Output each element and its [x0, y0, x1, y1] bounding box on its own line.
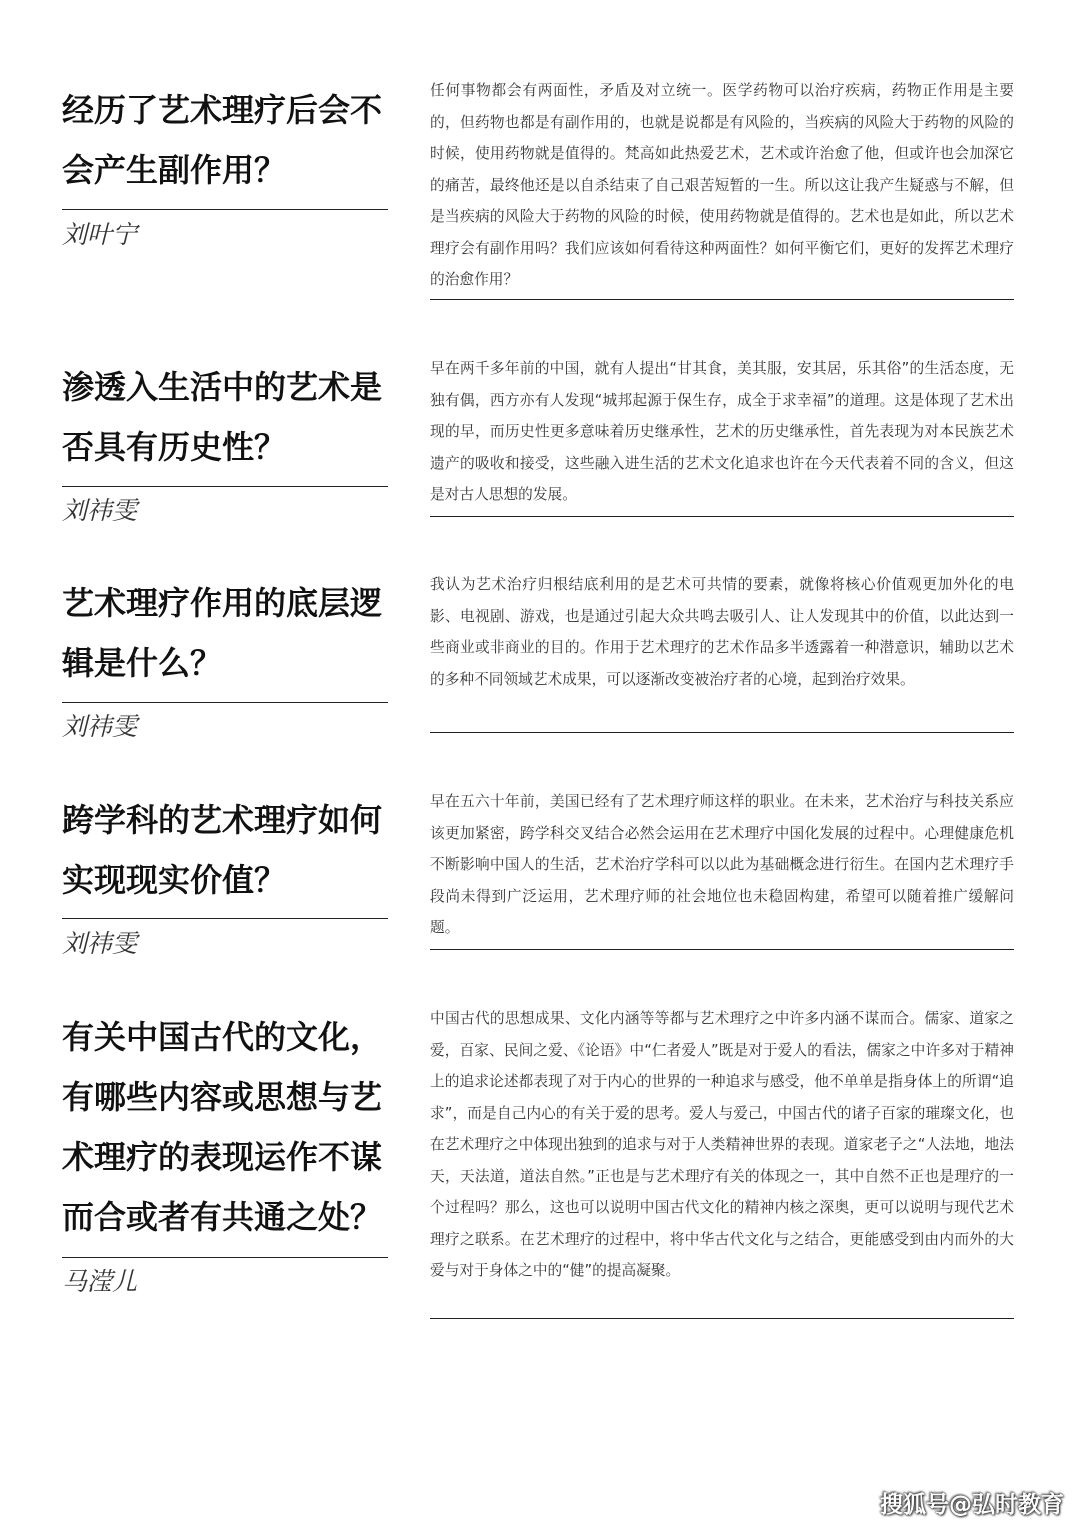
answer-divider — [430, 732, 1014, 733]
question-divider — [62, 209, 388, 210]
question-divider — [62, 486, 388, 487]
author-name: 刘祎雯 — [62, 712, 138, 741]
question-divider — [62, 1257, 388, 1258]
question-title: 渗透入生活中的艺术是否具有历史性？ — [62, 368, 383, 466]
answer-divider — [430, 516, 1014, 517]
author-name: 马滢儿 — [62, 1267, 138, 1296]
answer-divider — [430, 1318, 1014, 1319]
answer-text: 早在两千多年前的中国，就有人提出“甘其食，美其服，安其居，乐其俗”的生活态度，无独有偶，西方亦有人发现“城邦起源于保生存，成全于求幸福”的道理。这是体现了艺术出现的早，而历史性更多意味着历史继承性，艺术的历史继承性，首先表现为对本民族艺术遗产的吸收和接受，这些融入进生活的艺术文化追求也许在今天代表着不同的含义，但这是对古人思想的发展。 — [430, 360, 1014, 503]
question-title: 跨学科的艺术理疗如何实现现实价值？ — [62, 801, 383, 899]
answer-divider — [430, 949, 1014, 950]
answer-text: 任何事物都会有两面性，矛盾及对立统一。医学药物可以治疗疾病，药物正作用是主要的，但药物也都是有副作用的，也就是说都是有风险的，当疾病的风险大于药物的风险的时候，使用药物就是值得的。梵高如此热爱艺术，艺术或许治愈了他，但或许也会加深它的痛苦，最终他还是以自杀结束了自己艰苦短暂的一生。所以这让我产生疑惑与不解，但是当疾病的风险大于药物的风险的时候，使用药物就是值得的。艺术也是如此，所以艺术理疗会有副作用吗？我们应该如何看待这种两面性？如何平衡它们，更好的发挥艺术理疗的治愈作用？ — [430, 82, 1014, 288]
author-name: 刘祎雯 — [62, 929, 138, 958]
author-name: 刘叶宁 — [62, 220, 138, 249]
answer-text: 早在五六十年前，美国已经有了艺术理疗师这样的职业。在未来，艺术治疗与科技关系应该更加紧密，跨学科交叉结合必然会运用在艺术理疗中国化发展的过程中。心理健康危机不断影响中国人的生活，艺术治疗学科可以以此为基础概念进行衍生。在国内艺术理疗手段尚未得到广泛运用，艺术理疗师的社会地位也未稳固构建，希望可以随着推广缓解问题。 — [430, 793, 1014, 936]
question-divider — [62, 702, 388, 703]
question-title: 有关中国古代的文化，有哪些内容或思想与艺术理疗的表现运作不谋而合或者有共通之处？ — [62, 1018, 383, 1236]
question-title: 艺术理疗作用的底层逻辑是什么？ — [62, 584, 383, 682]
answer-divider — [430, 299, 1014, 300]
question-title: 经历了艺术理疗后会不会产生副作用？ — [62, 91, 383, 189]
question-divider — [62, 918, 388, 919]
author-name: 刘祎雯 — [62, 496, 138, 525]
answer-text: 中国古代的思想成果、文化内涵等等都与艺术理疗之中许多内涵不谋而合。儒家、道家之爱，百家、民间之爱、《论语》中“仁者爱人”既是对于爱人的看法，儒家之中许多对于精神上的追求论述都表现了对于内心的世界的一种追求与感受，他不单单是指身体上的所谓“追求”，而是自己内心的有关于爱的思考。爱人与爱己，中国古代的诸子百家的璀璨文化，也在艺术理疗之中体现出独到的追求与对于人类精神世界的表现。道家老子之“人法地，地法天，天法道，道法自然。”正也是与艺术理疗有关的体现之一，其中自然不正也是理疗的一个过程吗？那么，这也可以说明中国古代文化的精神内核之深奥，更可以说明与现代艺术理疗之联系。在艺术理疗的过程中，将中华古代文化与之结合，更能感受到由内而外的大爱与对于身体之中的“健”的提高凝聚。 — [430, 1010, 1014, 1279]
watermark: 搜狐号@弘时教育 — [880, 1492, 1064, 1518]
answer-text: 我认为艺术治疗归根结底利用的是艺术可共情的要素，就像将核心价值观更加外化的电影、电视剧、游戏，也是通过引起大众共鸣去吸引人、让人发现其中的价值，以此达到一些商业或非商业的目的。作用于艺术理疗的艺术作品多半透露着一种潜意识，辅助以艺术的多种不同领域艺术成果，可以逐渐改变被治疗者的心境，起到治疗效果。 — [430, 576, 1014, 688]
